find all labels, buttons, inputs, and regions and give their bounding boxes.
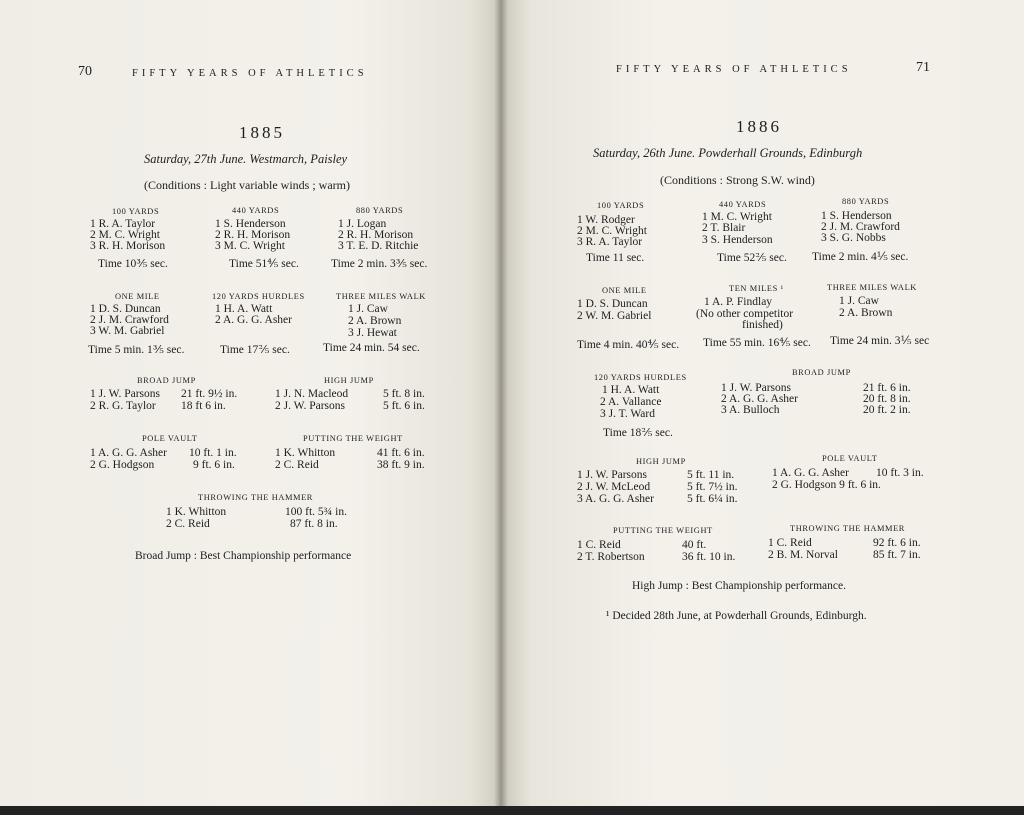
result-mark: 100 ft. 5¾ in.	[285, 506, 347, 518]
event-title: 440 YARDS	[232, 206, 280, 215]
result-line: 1 K. Whitton	[275, 447, 336, 459]
result-line: 1 J. W. Parsons	[577, 469, 647, 481]
left-page	[0, 0, 500, 806]
conditions: (Conditions : Light variable winds ; warm)	[144, 178, 350, 192]
event-title: 880 YARDS	[842, 197, 890, 206]
event-time: Time 11 sec.	[586, 252, 645, 264]
result-line: 1 J. W. Parsons	[90, 388, 160, 400]
background-edge	[0, 806, 1024, 815]
result-line: 1 K. Whitton	[166, 506, 227, 518]
result-line: 1 W. Rodger	[577, 214, 635, 226]
result-line: 1 A. G. G. Asher	[772, 467, 849, 479]
result-mark: 20 ft. 8 in.	[863, 393, 911, 405]
result-line: 2 A. Vallance	[600, 396, 662, 408]
event-title: ONE MILE	[115, 292, 160, 301]
result-line: 3 A. G. G. Asher	[577, 493, 654, 505]
result-line: 2 J. M. Crawford	[821, 221, 900, 233]
event-time: Time 52⅖ sec.	[717, 252, 787, 264]
result-line: 1 J. Caw	[839, 295, 879, 307]
result-line: 1 S. Henderson	[215, 218, 286, 230]
result-line: 2 T. Blair	[702, 222, 746, 234]
result-line: 1 A. P. Findlay	[704, 296, 773, 308]
result-line: 2 R. H. Morison	[338, 229, 414, 241]
event-title: POLE VAULT	[142, 434, 198, 443]
event-title: PUTTING THE WEIGHT	[303, 434, 403, 443]
event-time: Time 10⅗ sec.	[98, 258, 168, 270]
result-line: 2 C. Reid	[166, 518, 210, 530]
result-line: 1 H. A. Watt	[602, 384, 660, 396]
result-line: (No other competitor	[696, 308, 794, 320]
book-gutter	[494, 0, 508, 806]
event-time: Time 18⅖ sec.	[603, 427, 673, 439]
result-line: 1 M. C. Wright	[702, 211, 772, 223]
result-mark: 87 ft. 8 in.	[290, 518, 338, 530]
event-time: Time 5 min. 1⅗ sec.	[88, 344, 185, 356]
result-line: 1 C. Reid	[577, 539, 621, 551]
result-line: 2 A. Brown	[839, 307, 893, 319]
result-line: 3 J. Hewat	[348, 327, 397, 339]
result-line: 2 B. M. Norval	[768, 549, 838, 561]
result-line: 2 W. M. Gabriel	[577, 310, 652, 322]
result-line: 2 G. Hodgson 9 ft. 6 in.	[772, 479, 881, 491]
result-line: 3 S. Henderson	[702, 234, 773, 246]
meeting-subtitle: Saturday, 27th June. Westmarch, Paisley	[144, 152, 348, 166]
result-mark: 21 ft. 9½ in.	[181, 388, 238, 400]
event-title: BROAD JUMP	[792, 368, 851, 377]
year-heading: 1885	[239, 123, 285, 142]
result-mark: 10 ft. 1 in.	[189, 447, 237, 459]
result-line: 2 R. H. Morison	[215, 229, 291, 241]
event-title: HIGH JUMP	[324, 376, 374, 385]
result-line: 2 R. G. Taylor	[90, 400, 156, 412]
result-line: 2 M. C. Wright	[577, 225, 647, 237]
result-line: 2 M. C. Wright	[90, 229, 160, 241]
result-line: 3 S. G. Nobbs	[821, 232, 886, 244]
result-mark: 5 ft. 11 in.	[687, 469, 735, 481]
event-title: TEN MILES ¹	[729, 284, 784, 293]
result-line: 2 G. Hodgson	[90, 459, 155, 471]
event-time: Time 51⅘ sec.	[229, 258, 299, 270]
event-title: POLE VAULT	[822, 454, 878, 463]
event-title: 100 YARDS	[112, 207, 160, 216]
result-mark: 20 ft. 2 in.	[863, 404, 911, 416]
result-line: 3 M. C. Wright	[215, 240, 285, 252]
year-heading: 1886	[736, 117, 782, 136]
result-line: 1 J. Caw	[348, 303, 388, 315]
event-time: Time 55 min. 16⅘ sec.	[703, 337, 811, 349]
result-line: 1 J. Logan	[338, 218, 387, 230]
event-title: HIGH JUMP	[636, 457, 686, 466]
event-title: 100 YARDS	[597, 201, 645, 210]
result-mark: 38 ft. 9 in.	[377, 459, 425, 471]
result-mark: 92 ft. 6 in.	[873, 537, 921, 549]
result-line: 2 J. M. Crawford	[90, 314, 169, 326]
result-line: 2 A. G. G. Asher	[721, 393, 798, 405]
result-line: 1 D. S. Duncan	[577, 298, 648, 310]
result-line: 1 J. W. Parsons	[721, 382, 791, 394]
result-line: 2 A. G. G. Asher	[215, 314, 292, 326]
result-mark: 41 ft. 6 in.	[377, 447, 425, 459]
performance-note: Broad Jump : Best Championship performance	[135, 550, 352, 562]
running-head: FIFTY YEARS OF ATHLETICS	[132, 68, 368, 79]
result-line: 1 R. A. Taylor	[90, 218, 156, 230]
event-title: PUTTING THE WEIGHT	[613, 526, 713, 535]
result-line: 3 W. M. Gabriel	[90, 325, 165, 337]
result-mark: 5 ft. 6¼ in.	[687, 493, 738, 505]
result-line: 3 J. T. Ward	[600, 408, 655, 420]
page-number: 71	[916, 60, 930, 75]
result-line: 3 R. H. Morison	[90, 240, 166, 252]
result-line: finished)	[742, 319, 783, 331]
event-title: 120 YARDS HURDLES	[212, 292, 305, 301]
right-page	[500, 0, 1024, 806]
result-line: 1 H. A. Watt	[215, 303, 273, 315]
event-title: THROWING THE HAMMER	[198, 493, 313, 502]
result-line: 2 J. W. Parsons	[275, 400, 345, 412]
result-mark: 5 ft. 7½ in.	[687, 481, 738, 493]
result-mark: 10 ft. 3 in.	[876, 467, 924, 479]
event-title: BROAD JUMP	[137, 376, 196, 385]
result-mark: 85 ft. 7 in.	[873, 549, 921, 561]
event-title: 120 YARDS HURDLES	[594, 373, 687, 382]
result-line: 1 J. N. Macleod	[275, 388, 349, 400]
meeting-subtitle: Saturday, 26th June. Powderhall Grounds, Edinburgh	[593, 146, 863, 160]
result-line: 2 C. Reid	[275, 459, 319, 471]
result-mark: 36 ft. 10 in.	[682, 551, 736, 563]
page-number: 70	[78, 64, 92, 79]
result-mark: 18 ft 6 in.	[181, 400, 226, 412]
event-time: Time 24 min. 54 sec.	[323, 342, 420, 354]
conditions: (Conditions : Strong S.W. wind)	[660, 173, 815, 187]
event-title: 880 YARDS	[356, 206, 404, 215]
running-head: FIFTY YEARS OF ATHLETICS	[616, 64, 852, 75]
performance-note: High Jump : Best Championship performance.	[632, 580, 846, 592]
result-line: 3 A. Bulloch	[721, 404, 780, 416]
event-time: Time 24 min. 3⅕ sec	[830, 335, 930, 347]
footnote: ¹ Decided 28th June, at Powderhall Grounds, Edinburgh.	[606, 610, 867, 622]
event-title: THREE MILES WALK	[336, 292, 426, 301]
result-line: 1 S. Henderson	[821, 210, 892, 222]
result-line: 3 R. A. Taylor	[577, 236, 643, 248]
result-line: 1 D. S. Duncan	[90, 303, 161, 315]
event-time: Time 17⅖ sec.	[220, 344, 290, 356]
result-line: 2 J. W. McLeod	[577, 481, 651, 493]
result-line: 1 C. Reid	[768, 537, 812, 549]
result-mark: 5 ft. 6 in.	[383, 400, 425, 412]
event-time: Time 2 min. 4⅕ sec.	[812, 251, 909, 263]
event-time: Time 4 min. 40⅘ sec.	[577, 339, 680, 351]
result-line: 2 T. Robertson	[577, 551, 645, 563]
result-line: 3 T. E. D. Ritchie	[338, 240, 419, 252]
result-mark: 40 ft.	[682, 539, 707, 551]
event-time: Time 2 min. 3⅗ sec.	[331, 258, 428, 270]
result-mark: 9 ft. 6 in.	[193, 459, 235, 471]
result-line: 2 A. Brown	[348, 315, 402, 327]
result-line: 1 A. G. G. Asher	[90, 447, 167, 459]
event-title: THROWING THE HAMMER	[790, 524, 905, 533]
event-title: ONE MILE	[602, 286, 647, 295]
event-title: 440 YARDS	[719, 200, 767, 209]
result-mark: 5 ft. 8 in.	[383, 388, 425, 400]
event-title: THREE MILES WALK	[827, 283, 917, 292]
result-mark: 21 ft. 6 in.	[863, 382, 911, 394]
